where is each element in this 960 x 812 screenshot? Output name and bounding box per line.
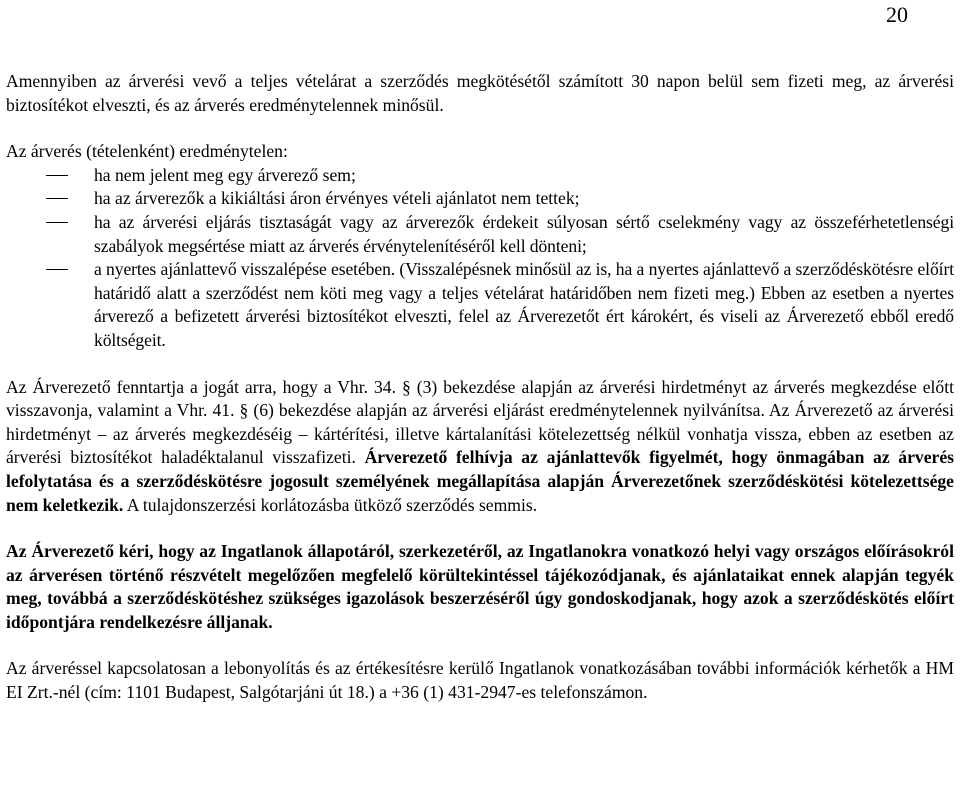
page-number: 20 xyxy=(886,2,908,27)
dash-bullet-icon xyxy=(46,198,68,199)
dash-bullet-icon xyxy=(46,269,68,270)
paragraph-bold-notice: Az Árverezető kéri, hogy az Ingatlanok állapotáról, szerkezetéről, az Ingatlanokra vonatkozó helyi vagy országos előírásokról az árverésen történő részvételt megelőzően megfelelő körültekintéssel tájékozódjanak, és ajánlataikat ennek alapján tegyék meg, továbbá a szerződéskötéshez szükséges igazolások beszerzéséről úgy gondoskodjanak, hogy azok a szerződéskötés előírt időpontjára rendelkezésre álljanak. xyxy=(6,541,954,632)
section-heading-unsuccessful: Az árverés (tételenként) eredménytelen: xyxy=(6,141,288,162)
paragraph-payment-deadline: Amennyiben az árverési vevő a teljes vételárat a szerződés megkötésétől számított 30 napon belül sem fizeti meg, az árverési biztosítékot elveszti, és az árverés eredménytelennek minősül. xyxy=(6,71,954,115)
paragraph-text: A tulajdonszerzési korlátozásba ütköző szerződés semmis. xyxy=(126,494,538,515)
unsuccessful-conditions-list xyxy=(6,164,954,353)
document-body xyxy=(6,70,954,705)
paragraph-spacer xyxy=(6,353,954,376)
list-item xyxy=(6,211,954,258)
paragraph-spacer xyxy=(6,517,954,540)
paragraph-inspection-request xyxy=(6,540,954,634)
list-item-text: ha az árverezők a kikiáltási áron érvényes vételi ajánlatot nem tettek; xyxy=(94,188,580,209)
list-item-text: a nyertes ajánlattevő visszalépése esetében. (Visszalépésnek minősül az is, ha a nyertes ajánlattevő a szerződéskötésre előírt határidő alatt a szerződést nem köti meg vagy a teljes vételárat határidőben nem fizeti meg.) Ebben az esetben a nyertes árverező a befizetett árverési biztosítékot elveszti, felel az Árverezetőt ért károkért, és viseli az Árverezető ebből eredő költségeit. xyxy=(94,259,954,350)
paragraph-spacer xyxy=(6,634,954,657)
dash-bullet-icon xyxy=(46,175,68,176)
list-item-text: ha nem jelent meg egy árverező sem; xyxy=(94,164,356,185)
list-item xyxy=(6,258,954,352)
paragraph-text: Az Árverezető fenntartja a jogát arra, hogy a Vhr. 34. § (3) bekezdése alapján az árverési hirdetményt az árverés megkezdése előtt visszavonja, valamint a Vhr. 41. § (6) bekezdése alapján az árverési eljárást eredménytelennek nyilvánítsa. Az Árverezető az árverési hirdetményt – az árverés megkezdéséig – kártérítési, illetve kártalanítási kötelezettség nélkül vonhatja vissza, ebben az esetben az árverési biztosítékot haladéktalanul visszafizeti. xyxy=(6,376,954,468)
paragraph-contact-info: Az árveréssel kapcsolatosan a lebonyolítás és az értékesítésre kerülő Ingatlanok vonatkozásában további információk kérhetők a HM EI Zrt.-nél (cím: 1101 Budapest, Salgótarjáni út 18.) a +36 (1) 431-2947-es telefonszámon. xyxy=(6,658,954,703)
dash-bullet-icon xyxy=(46,222,68,223)
list-item xyxy=(6,187,954,211)
paragraph-bold-notice: Árverezető felhívja az ajánlattevők figyelmét, hogy önmagában az árverés lefolytatása és a szerződéskötésre jogosult személyének megállapítása alapján Árverezetőnek szerződéskötési kötelezettsége nem keletkezik. xyxy=(6,447,954,515)
paragraph-spacer xyxy=(6,117,954,140)
paragraph-withdrawal-rights xyxy=(6,376,954,518)
list-item-text: ha az árverési eljárás tisztaságát vagy az árverezők érdekeit súlyosan sértő cselekmény vagy az összeférhetetlenségi szabályok megsértése miatt az árverés érvénytelenítéséről kell dönteni; xyxy=(94,211,954,256)
list-item xyxy=(6,164,954,188)
